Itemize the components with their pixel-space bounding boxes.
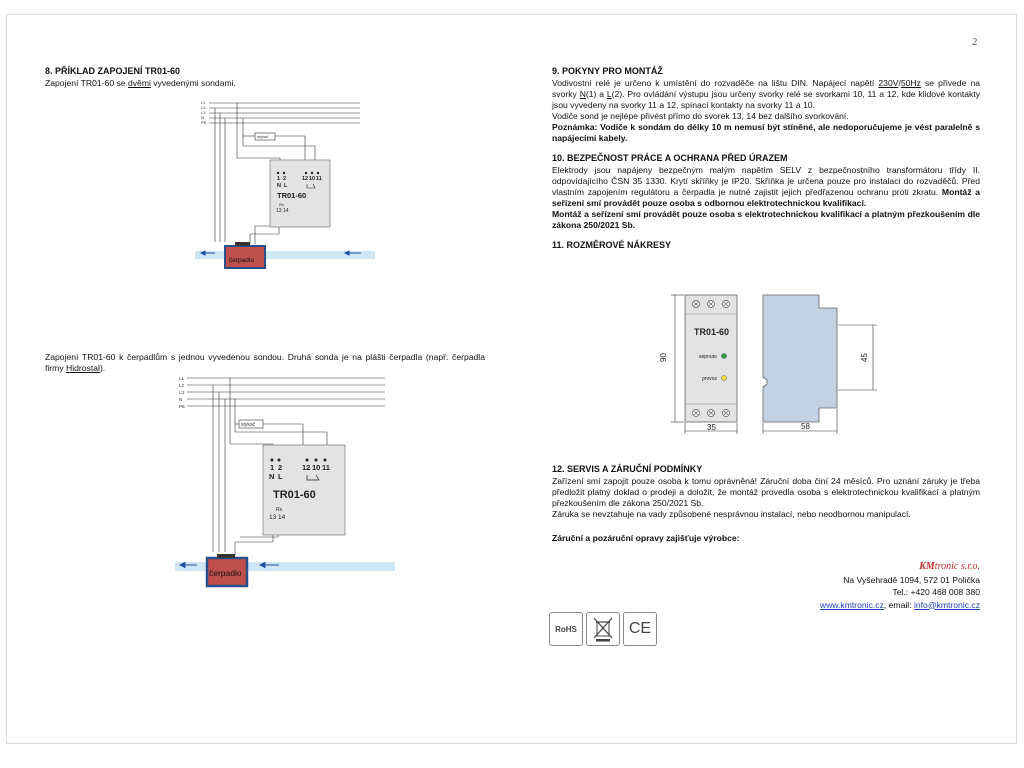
terminal-13: 13 <box>276 208 282 214</box>
manufacturer-block <box>780 560 980 611</box>
section-12-text: Zařízení smí zapojit pouze osoba k tomu oprávněná! Záruční doba činí 24 měsíců. Pro uznání záruky je třeba předložit platný doklad o prodeji a doložit, že montáž provedla osoba s elektrotechnickou kvalifikací a platným přezkoušením dle zákona 250/2021 Sb. <box>552 476 980 508</box>
terminal-l: L <box>278 472 283 481</box>
section-10-text-2: Montáž a seřízení smí provádět pouze osoba s elektrotechnickou kvalifikací a platným přezkoušením dle zákona 250/2021 Sb. <box>552 209 980 230</box>
section-9-note: Poznámka: Vodiče k sondám do délky 10 m nemusí být stíněné, ale nedoporučujeme je vést paralelně s napájecími kabely. <box>552 122 980 143</box>
dim-depth: 58 <box>801 422 810 431</box>
line-label-n: N <box>201 115 204 120</box>
section-8b-text: Zapojení TR01-60 k čerpadlům s jednou vyvedenou sondou. Druhá sonda je na plášti čerpadla (např. čerpadla firmy Hidrostal). <box>45 352 485 373</box>
section-12-title: 12. SERVIS A ZÁRUČNÍ PODMÍNKY <box>552 464 703 474</box>
dimension-drawings <box>655 292 885 438</box>
terminal-2: 2 <box>278 463 283 472</box>
terminal-13: 13 <box>269 514 277 521</box>
section-8-text: Zapojení TR01-60 se dvěmi vyvedenými sondami. <box>45 78 236 88</box>
terminal-n: N <box>269 472 275 481</box>
company-logo: KMtronic s.r.o. <box>919 561 980 572</box>
ce-badge: CE <box>623 612 657 646</box>
left-column <box>45 66 485 89</box>
led-green-icon <box>722 354 727 359</box>
pump-label: čerpadlo <box>229 257 254 264</box>
wiring-diagram-2 <box>175 372 395 592</box>
section-10-title: 10. BEZPEČNOST PRÁCE A OCHRANA PŘED ÚRAZEM <box>552 153 788 163</box>
section-12-text-2: Záruka se nevztahuje na vady způsobené nesprávnou instalací, nebo neodbornou manipulací. <box>552 509 911 519</box>
led-yellow-icon <box>722 376 727 381</box>
section-8b <box>45 352 485 374</box>
line-label-pe: PE <box>179 404 186 409</box>
section-11-title: 11. ROZMĚROVÉ NÁKRESY <box>552 240 672 250</box>
terminal-12: 12 <box>302 176 309 182</box>
terminal-10: 10 <box>312 463 321 472</box>
pump-label: čerpadlo <box>209 568 242 578</box>
line-label-l3: L3 <box>179 390 185 395</box>
section-9-text-2: Vodiče sond je nejlépe přivést přímo do svorek 13, 14 bez dalšího svorkování. <box>552 111 849 121</box>
section-9-title: 9. POKYNY PRO MONTÁŽ <box>552 66 663 76</box>
website-link[interactable]: www.kmtronic.cz <box>819 599 884 610</box>
line-label-l2: L2 <box>201 105 206 110</box>
dim-width: 35 <box>707 423 716 432</box>
terminal-n: N <box>277 183 281 189</box>
line-label-l1: L1 <box>179 376 185 381</box>
section-9-text: Vodivostní relé je určeno k umístění do rozvaděče na lištu DIN. Napájecí napětí 230V/50Hz se přivede na svorky N(1) a L(2). Pro ovládání výstupu jsou určeny svorky relé se svorkami 10, 11 a 12, kde klidové kontakty jsou vyvedeny na svorky 11 a 12, spínací kontakty na svorky 11 a 10. <box>552 78 981 110</box>
rx-label: Rx <box>276 507 283 513</box>
front-device-label: TR01-60 <box>694 327 730 337</box>
device-label: TR01-60 <box>277 191 307 200</box>
contactor-label: stykač <box>241 422 256 428</box>
page-number: 2 <box>972 36 978 48</box>
contactor-label: stykač <box>257 134 269 139</box>
section-10-text: Elektrody jsou napájeny bezpečným malým napětím SELV z bezpečnostního transformátoru třídy II. odpovídajícího ČSN 35 1330. Krytí skříňky je IP20. Skříňka je určena pouze pro instalaci do rozvaděčů. Před vlastním zapojením regulátoru a čerpadla je nutné zajistit jejich předřazenou ochranu proti zkratu. Montáž a seřízení smí provádět pouze osoba s odbornou elektrotechnickou kvalifikací. <box>552 165 980 208</box>
company-address: Na Vyšehradě 1094, 572 01 Polička <box>843 574 980 585</box>
right-column <box>552 66 980 252</box>
line-label-l2: L2 <box>179 383 185 388</box>
email-link[interactable]: info@kmtronic.cz <box>913 599 980 610</box>
section-12 <box>552 464 980 544</box>
terminal-14: 14 <box>278 514 286 521</box>
side-view <box>763 295 837 422</box>
crossed-bin-icon <box>586 612 620 646</box>
terminal-14: 14 <box>283 208 289 214</box>
company-contacts: www.kmtronic.cz, email: info@kmtronic.cz <box>819 599 980 610</box>
dim-side-height: 45 <box>860 353 869 362</box>
terminal-l: L <box>284 183 288 189</box>
led-provoz-label: provoz <box>702 376 718 382</box>
line-label-l1: L1 <box>201 100 206 105</box>
terminal-12: 12 <box>302 463 311 472</box>
terminal-11: 11 <box>322 463 330 472</box>
terminal-1: 1 <box>277 176 281 182</box>
wiring-diagram-1 <box>195 96 375 271</box>
terminal-10: 10 <box>309 176 316 182</box>
section-8-title: 8. PŘÍKLAD ZAPOJENÍ TR01-60 <box>45 66 181 76</box>
device-label: TR01-60 <box>273 489 316 501</box>
terminal-2: 2 <box>283 176 287 182</box>
line-label-n: N <box>179 397 183 402</box>
line-label-l3: L3 <box>201 110 206 115</box>
terminal-1: 1 <box>270 463 275 472</box>
company-tel: Tel.: +420 468 008 380 <box>892 587 980 597</box>
led-sepnuto-label: sepnuto <box>699 354 717 360</box>
terminal-11: 11 <box>316 176 322 182</box>
rx-label: Rx <box>279 202 284 207</box>
certification-badges <box>549 612 657 646</box>
line-label-pe: PE <box>201 120 207 125</box>
rohs-badge: RoHS <box>549 612 583 646</box>
dim-height: 90 <box>659 353 668 362</box>
warranty-heading: Záruční a pozáruční opravy zajišťuje výrobce: <box>552 533 740 543</box>
